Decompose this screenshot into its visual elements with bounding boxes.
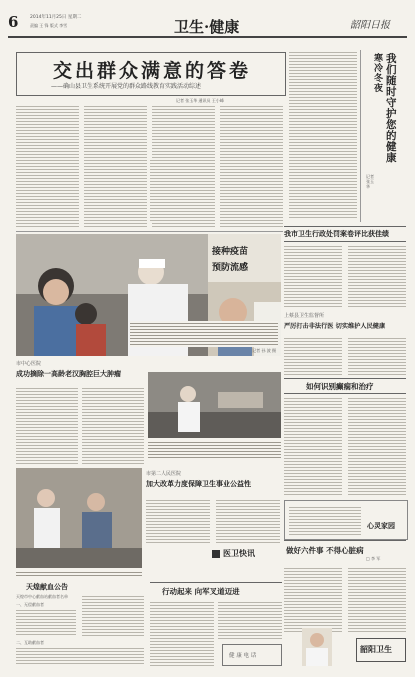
hospital2-head <box>146 470 282 496</box>
sixthings-title: 做好六件事 不得心脏病 <box>286 546 364 555</box>
cancer-title: 严厉打击非法行医 切实维护人民健康 <box>284 323 386 330</box>
band-text-col-1 <box>284 244 342 308</box>
health-phone-text: 健 康 电 话 <box>229 653 257 659</box>
page-number: 6 <box>8 13 19 31</box>
hospital2-photo <box>16 468 142 568</box>
lead-byline: 记者 张玉华 通讯员 王小峰 <box>176 98 224 103</box>
notice-line-1: 天煌市中心献血站献血者名单 <box>16 594 68 599</box>
hospital2-title: 加大改革力度保障卫生事业公益性 <box>146 479 251 488</box>
medfast-title: 医卫快讯 <box>223 548 255 558</box>
medfast-head <box>212 548 280 562</box>
winter-title-a: 寒冷冬夜 <box>374 54 384 94</box>
ad-box <box>284 500 408 540</box>
hospital2-caption <box>16 570 142 578</box>
lead-text-lower-1 <box>150 158 215 222</box>
editor-line: 责编 王 锋 版式 李雪 <box>30 23 68 28</box>
epilepsy-text-col-1 <box>284 396 342 496</box>
hospital2-kicker: 市第二人民医院 <box>146 471 182 477</box>
cancer-text-col-1 <box>284 336 342 376</box>
medfast-icon <box>212 550 220 558</box>
band-title-text: 我市卫生行政处罚案卷评比获佳绩 <box>284 229 389 238</box>
winter-byline: 记者 张玉华 <box>366 174 374 189</box>
date-line: 2014年11月25日 星期二 <box>30 15 82 20</box>
clinic-caption <box>148 440 281 462</box>
hospital2-text-col-2 <box>216 498 280 544</box>
cancer-text-col-2 <box>348 336 406 376</box>
vaccine-caption-lines <box>130 321 278 347</box>
vaccine-title-a: 接种疫苗 <box>212 247 249 257</box>
logo-box <box>356 638 406 662</box>
hospital2-text-col-1 <box>146 498 210 544</box>
march-text-col-2 <box>218 600 282 640</box>
winter-divider <box>360 50 361 222</box>
march-text-col-1 <box>150 600 214 666</box>
sixthings-head <box>284 540 406 563</box>
lead-headline-box <box>16 52 286 96</box>
section-title: 卫生·健康 <box>174 18 240 36</box>
sixthings-text-col-1 <box>284 566 342 634</box>
band-text-col-2 <box>348 244 406 308</box>
epilepsy-text-col-2 <box>348 396 406 496</box>
doctor-portrait <box>302 628 332 666</box>
notice-text-block-2 <box>82 594 144 636</box>
lead-title: 交出群众满意的答卷 <box>53 60 252 82</box>
ad-lines <box>289 505 361 535</box>
doctor-portrait-art <box>302 628 332 666</box>
paper-name: 韶阳日报 <box>350 20 390 31</box>
tumor-text-col-2 <box>82 386 144 464</box>
lead-bottom-rule <box>16 231 283 232</box>
cancer-head <box>284 312 406 334</box>
tumor-kicker: 市中心医院 <box>16 361 42 367</box>
lead-text-col-1 <box>16 104 79 228</box>
band-title <box>284 226 406 242</box>
hospital2-caption-lines <box>16 570 142 578</box>
tumor-title: 成功摘除一高龄老汉胸腔巨大肿瘤 <box>16 369 121 378</box>
cancer-kicker: 上蔡县卫生监督所 <box>284 313 325 319</box>
vaccine-title-b: 预防流感 <box>212 263 249 273</box>
notice-line-3: 二、互助献血者 <box>16 640 44 645</box>
hospital2-photo-art <box>16 468 142 568</box>
march-head <box>150 582 282 597</box>
ad-label: 心灵家园 <box>367 521 395 530</box>
notice-text-block-1 <box>16 608 76 636</box>
march-title: 行动起来 向军叉道迈进 <box>162 587 240 596</box>
sixthings-byline: □ 李 军 <box>366 556 381 561</box>
lead-text-col-4 <box>220 104 283 228</box>
logo-text: 韶阳卫生 <box>360 644 392 654</box>
notice-line-2: 一、无偿献血者 <box>16 602 44 607</box>
lead-text-col-2 <box>84 104 147 228</box>
clinic-caption-lines <box>148 440 281 458</box>
clinic-photo <box>148 372 281 438</box>
masthead-rule <box>8 36 407 38</box>
tumor-text-col-1 <box>16 386 78 464</box>
vaccine-caption <box>130 321 278 355</box>
notice-text-block-3 <box>16 646 144 666</box>
winter-text-col <box>289 50 357 220</box>
epilepsy-head <box>284 378 406 394</box>
vaccine-photo-credit: 记者 孙 波 摄 <box>252 348 276 353</box>
health-phone-sign <box>222 644 282 666</box>
winter-title-b: 我们随时守护您的健康 <box>386 53 397 164</box>
winter-title-block <box>364 54 402 214</box>
lead-subtitle: ——确山县卫生系统开展党的群众路线教育实践活动综述 <box>51 83 202 90</box>
notice-title: 天煌献血公告 <box>26 582 68 591</box>
clinic-photo-art <box>148 372 281 438</box>
sixthings-text-col-2 <box>348 566 406 634</box>
tumor-head <box>16 360 144 384</box>
masthead <box>8 7 407 47</box>
notice-box <box>16 582 146 668</box>
epilepsy-title: 如何识别癫痫和治疗 <box>306 382 374 391</box>
